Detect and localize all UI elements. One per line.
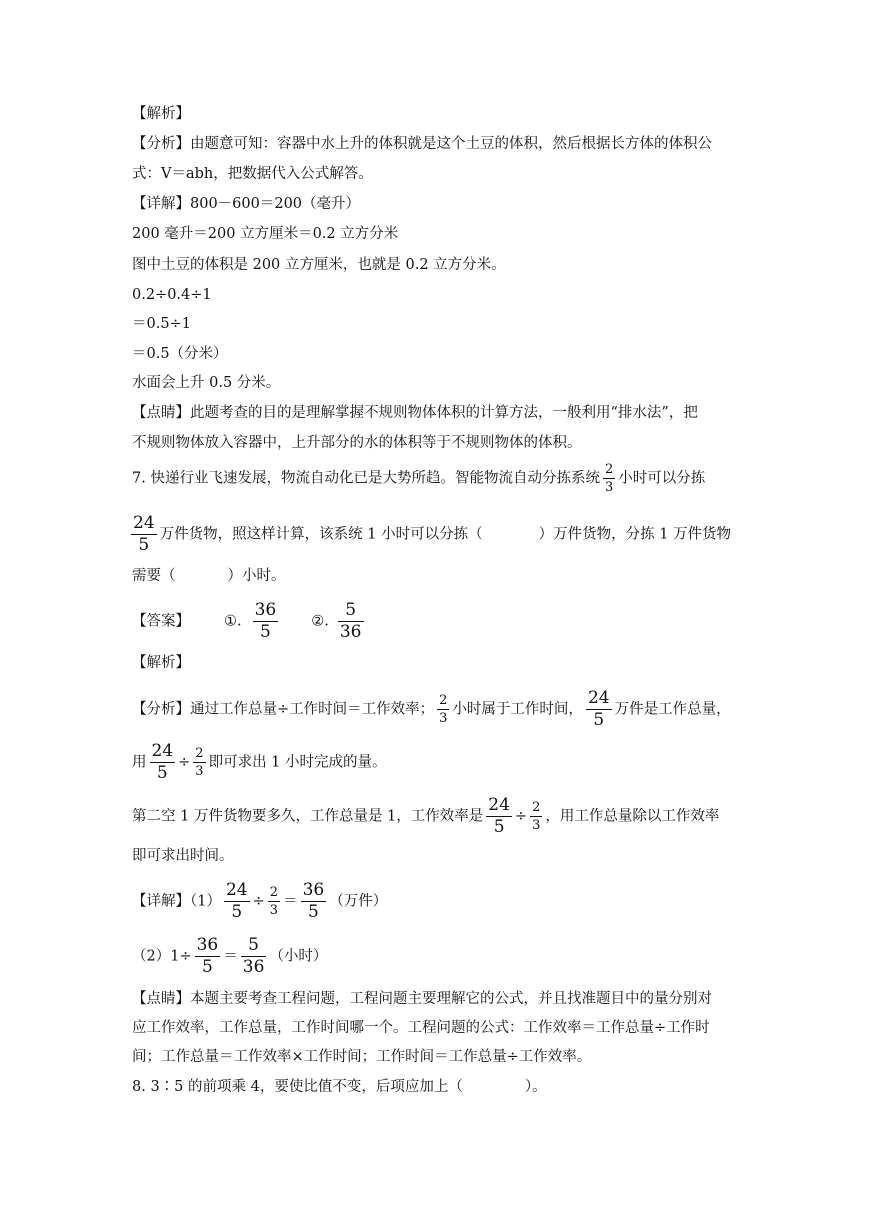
- q7-fenxi-line-3: [132, 797, 719, 836]
- q7-dianjing-line-2: 应工作效率，工作总量，工作时间哪一个。工程问题的公式：工作效率＝工作总量÷工作时: [132, 1020, 710, 1036]
- fraction: $\frac{2}{3}$: [195, 746, 204, 779]
- s6-fenxi-line-1: 【分析】由题意可知：容器中水上升的体积就是这个土豆的体积，然后根据长方体的体积公: [132, 136, 712, 152]
- fraction: $\frac{36}{5}$: [196, 935, 219, 977]
- q7-text: ）小时。: [227, 568, 286, 584]
- q7-jiexi-heading: 【解析】: [132, 655, 190, 671]
- operator: ＝: [223, 948, 238, 965]
- q7-fenxi-line-1: [132, 690, 731, 729]
- q7-text: 小时可以分拣: [618, 470, 706, 487]
- s6-step-1: 200 毫升＝200 立方厘米＝0.2 立方分米: [132, 226, 399, 242]
- q7-fenxi-line-4: 即可求出时间。: [132, 848, 234, 864]
- fraction: $\frac{2}{3}$: [532, 800, 541, 833]
- fraction: $\frac{2}{3}$: [604, 462, 614, 495]
- q7-dianjing-line-1: 【点睛】本题主要考查工程问题，工程问题主要理解它的公式，并且找准题目中的量分别对: [132, 991, 712, 1007]
- operator: ÷: [252, 893, 265, 910]
- fraction: $\frac{24}{5}$: [587, 688, 610, 730]
- q8-text: ）。: [524, 1079, 547, 1095]
- q7-text: 【详解】（1）: [132, 893, 221, 910]
- q7-text: 万件货物，照这样计算，该系统 1 小时可以分拣（: [159, 526, 483, 543]
- fraction: $\frac{2}{3}$: [269, 885, 279, 918]
- fraction: $\frac{5}{36}$: [242, 935, 265, 977]
- fraction: $\frac{24}{5}$: [133, 513, 155, 555]
- answer-label: 【答案】: [132, 613, 190, 630]
- q7-fenxi-line-2: [132, 743, 387, 782]
- unit: （小时）: [269, 948, 328, 965]
- s6-step-3: 0.2÷0.4÷1: [132, 287, 212, 303]
- q7-xiangjie-line-1: [132, 882, 387, 921]
- q7-text: 即可求出 1 小时完成的量。: [208, 754, 387, 771]
- answer-marker-1: ①.: [224, 613, 242, 630]
- q8-text: 8. 3∶5 的前项乘 4，要使比值不变，后项应加上（: [132, 1079, 463, 1095]
- q7-xiangjie-line-2: [132, 937, 327, 976]
- answer-marker-2: ②.: [311, 613, 329, 630]
- fraction: $\frac{24}{5}$: [225, 880, 248, 922]
- s6-step-4: ＝0.5÷1: [132, 316, 191, 332]
- s6-step-2: 图中土豆的体积是 200 立方厘米，也就是 0.2 立方分米。: [132, 257, 506, 273]
- s6-fenxi-line-2: 式：V＝abh，把数据代入公式解答。: [132, 166, 373, 182]
- q7-question-line-2: [128, 515, 731, 554]
- s6-dianjing-line-2: 不规则物体放入容器中，上升部分的水的体积等于不规则物体的体积。: [132, 435, 582, 451]
- q7-dianjing-line-3: 间；工作总量＝工作效率×工作时间；工作时间＝工作总量÷工作效率。: [132, 1049, 592, 1065]
- s6-step-6: 水面会上升 0.5 分米。: [132, 375, 281, 391]
- s6-jiexi-heading: 【解析】: [132, 106, 190, 122]
- q7-text: （2）1÷: [132, 948, 192, 965]
- q7-question-line-3: [132, 566, 286, 586]
- q7-text: 第二空 1 万件货物要多久，工作总量是 1，工作效率是: [132, 808, 484, 825]
- operator: ＝: [283, 893, 298, 910]
- answer-fraction-1: $\frac{36}{5}$: [254, 600, 277, 642]
- q7-text: 用: [132, 754, 147, 771]
- q8-question-line-1: [132, 1077, 547, 1097]
- q7-text: 【分析】通过工作总量÷工作时间＝工作效率；: [132, 701, 435, 718]
- operator: ÷: [514, 808, 528, 825]
- fraction: $\frac{24}{5}$: [151, 741, 174, 783]
- fraction: $\frac{2}{3}$: [439, 693, 448, 726]
- q7-text: ，用工作总量除以工作效率: [545, 808, 720, 825]
- operator: ÷: [178, 754, 191, 771]
- q7-answer: [132, 602, 367, 641]
- q7-text: 7. 快递行业飞速发展，物流自动化已是大势所趋。智能物流自动分拣系统: [132, 470, 600, 487]
- unit: （万件）: [329, 893, 388, 910]
- fraction: $\frac{24}{5}$: [488, 795, 510, 837]
- s6-step-5: ＝0.5（分米）: [132, 346, 228, 362]
- q7-text: 需要（: [132, 568, 176, 584]
- q7-question-line-1: [132, 463, 705, 494]
- q7-text: ）万件货物，分拣 1 万件货物: [538, 526, 732, 543]
- answer-fraction-2: $\frac{5}{36}$: [339, 600, 362, 642]
- fraction: $\frac{36}{5}$: [302, 880, 325, 922]
- q7-text: 小时属于工作时间，: [452, 701, 583, 718]
- s6-xiangjie: 【详解】800－600＝200（毫升）: [132, 196, 361, 212]
- s6-dianjing-line-1: 【点睛】此题考查的目的是理解掌握不规则物体体积的计算方法，一般利用“排水法”，把: [132, 405, 698, 421]
- q7-text: 万件是工作总量，: [614, 701, 731, 718]
